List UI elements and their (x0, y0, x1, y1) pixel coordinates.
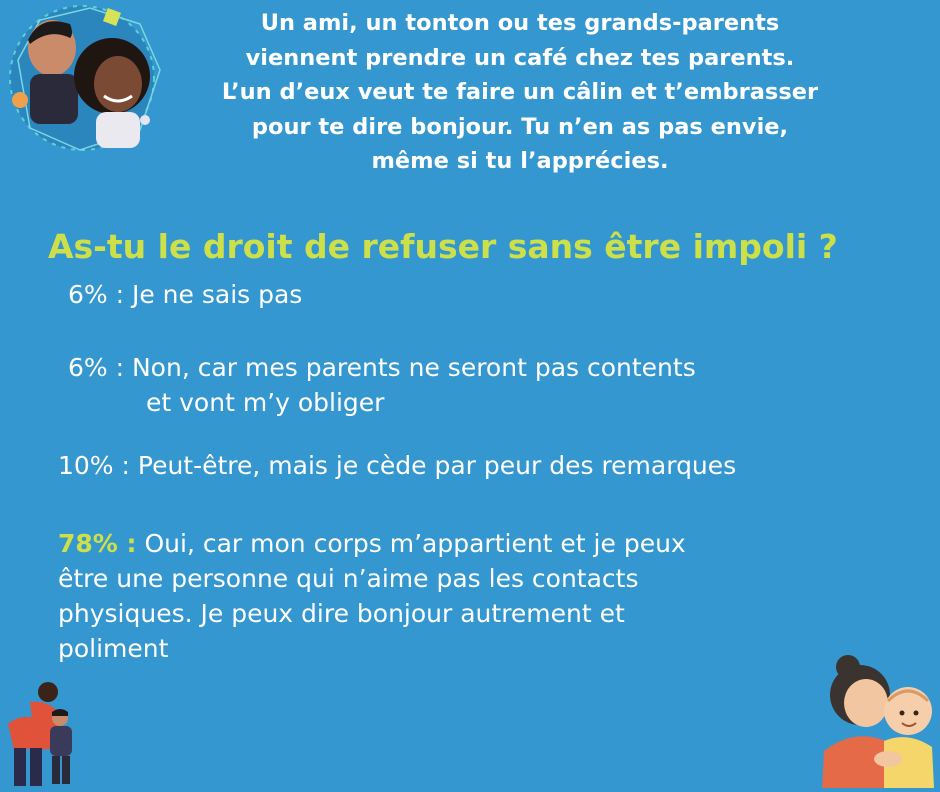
answer-item-highlighted (58, 526, 686, 666)
answer-text: Peut-être, mais je cède par peur des remarques (129, 451, 737, 480)
scenario-text (170, 6, 870, 179)
scenario-line: L’un d’eux veut te faire un câlin et t’embrasser (221, 79, 819, 105)
answer-text: Non, car mes parents ne seront pas contents (124, 353, 696, 382)
scenario-line: viennent prendre un café chez tes parents. (245, 44, 795, 71)
answer-percent-highlighted: 78% : (58, 529, 137, 558)
answer-percent: 6% : (68, 280, 125, 309)
question-heading: As-tu le droit de refuser sans être impoli ? (48, 227, 838, 266)
scenario-line: Un ami, un tonton ou tes grands-parents (260, 10, 780, 36)
answer-item (58, 448, 736, 483)
answer-text: Je ne sais pas (124, 280, 303, 309)
two-teens-avatar-icon (0, 0, 175, 160)
scenario-line: même si tu l’apprécies. (371, 148, 669, 174)
scenario-line: pour te dire bonjour. Tu n’en as pas envie, (251, 113, 789, 140)
answer-text-continued: et vont m’y obliger (146, 388, 385, 417)
answer-percent: 6% : (68, 353, 125, 382)
answer-item (68, 277, 302, 312)
answer-text-line: poliment (58, 634, 169, 663)
grandmother-kissing-baby-icon (818, 655, 940, 788)
adult-hugging-child-icon (0, 678, 90, 788)
answer-item (68, 350, 696, 420)
answer-text-line: physiques. Je peux dire bonjour autrement et (58, 599, 625, 628)
answer-text: Oui, car mon corps m’appartient et je peux (136, 529, 686, 558)
answer-text-line: être une personne qui n’aime pas les contacts (58, 564, 639, 593)
answer-percent: 10% : (58, 451, 130, 480)
